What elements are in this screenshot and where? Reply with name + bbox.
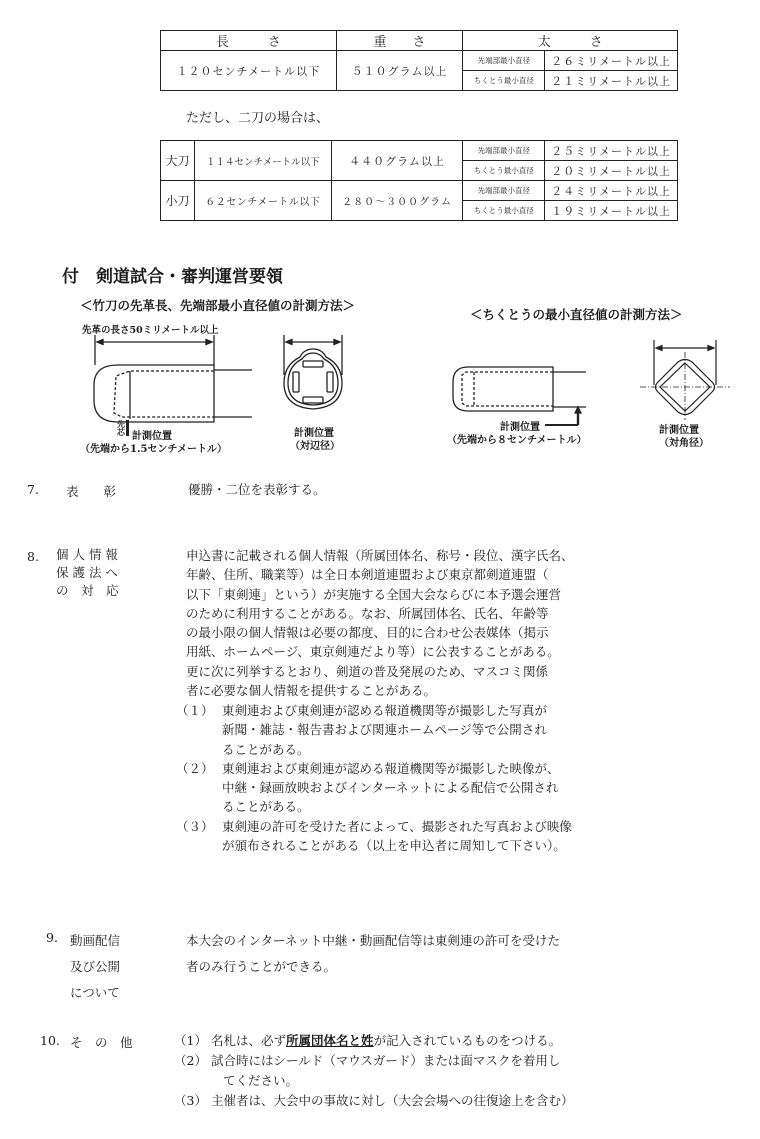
- text-run: 名札は、必ず: [211, 1033, 287, 1048]
- item-9-body: [186, 928, 560, 980]
- underlined-text: と: [348, 1033, 362, 1048]
- thickness-label: 先端部最小直径: [463, 141, 545, 161]
- thickness-value: ２４ミリメートル以上: [545, 181, 678, 201]
- subitem-line: 中継・録画放映およびインターネットによる配信で公開され: [222, 780, 559, 796]
- thickness-label: ちくとう最小直径: [463, 201, 545, 221]
- subitem: [174, 1051, 574, 1091]
- subitem: [174, 1031, 574, 1051]
- item-10-number: 10.: [40, 1033, 60, 1048]
- body-line: 者のみ行うことができる。: [186, 959, 337, 974]
- thickness-value: ２６ミリメートル以上: [545, 51, 678, 71]
- subitem-text: [222, 701, 547, 759]
- item-9-number: 9.: [46, 930, 58, 945]
- body-line: 年齢、住所、職業等）は全日本剣道連盟および東京都剣道連盟（: [186, 567, 549, 583]
- subitem-text: [222, 817, 572, 856]
- thickness-label: 先端部最小直径: [463, 181, 545, 201]
- weight-value: ２８０～３００グラム: [331, 181, 463, 221]
- subitem: [176, 759, 572, 817]
- body-line: 申込書に記載される個人情報（所属団体名、称号・段位、漢字氏名、: [186, 548, 574, 563]
- thickness-value: ２０ミリメートル以上: [545, 161, 678, 181]
- subitem: [176, 817, 572, 856]
- body-line: 以下「東剣連」という）が実施する全国大会ならびに本予選会運営: [186, 586, 562, 602]
- thickness-value: ２５ミリメートル以上: [545, 141, 678, 161]
- item-8-body: [186, 546, 574, 700]
- chikuto-diagram: [450, 355, 610, 425]
- subitem: [174, 1091, 574, 1111]
- item-8-subitems: [176, 701, 572, 855]
- thickness-value: １９ミリメートル以上: [545, 201, 678, 221]
- subitem-line: 試合時にはシールド（マウスガード）または面マスクを着用し: [211, 1053, 561, 1068]
- nito-note: ただし、二刀の場合は、: [186, 111, 330, 126]
- subitem-line: てください。: [223, 1073, 299, 1088]
- subitem-line: 東剣連および東剣連が認める報道機関等が撮影した写真が: [222, 703, 548, 718]
- subitem-text: [211, 1091, 574, 1111]
- sword-name: 小刀: [161, 181, 195, 221]
- subitem-text: [211, 1031, 561, 1051]
- subitem-line: ることがある。: [222, 799, 310, 815]
- measure-position-label: 計測位置: [132, 431, 172, 442]
- underlined-organization-name: 所属団体名: [286, 1033, 349, 1048]
- diagram-left-title: ＜竹刀の先革長、先端部最小直径値の計測方法＞: [80, 298, 356, 313]
- subitem-line: 新聞・雑誌・報告書および関連ホームページ等で公開され: [222, 722, 547, 738]
- shinai-spec-table: [160, 30, 678, 91]
- item-10-subitems: [174, 1031, 574, 1111]
- thickness-label: ちくとう最小直径: [463, 161, 545, 181]
- weight-value: ５１０グラム以上: [336, 51, 463, 91]
- measure-leader: [545, 424, 578, 426]
- measure-position-label: 計測位置: [500, 422, 540, 433]
- thickness-value: ２１ミリメートル以上: [545, 71, 678, 91]
- subitem: [176, 701, 572, 759]
- length-value: ６２センチメートル以下: [194, 181, 331, 221]
- thickness-label: ちくとう最小直径: [463, 71, 545, 91]
- body-line: 者に必要な個人情報を提供することがある。: [186, 683, 437, 699]
- item-7-body: 優勝・二位を表彰する。: [188, 482, 326, 497]
- sakishin-label: 先芯: [117, 419, 125, 437]
- body-line: の最小限の個人情報は必要の都度、目的に合わせ公表媒体（掲示: [186, 625, 549, 641]
- heading-line: 保 護 法 へ: [56, 565, 118, 580]
- heading-line: 動画配信: [70, 933, 121, 948]
- subitem-text: [222, 759, 560, 817]
- item-10-heading: そ の 他: [70, 1035, 133, 1050]
- subitem-line: が頒布されることがある（以上を申込者に周知して下さい）。: [222, 838, 566, 854]
- subitem-number: （1）: [174, 1033, 207, 1048]
- subitem-number: （３）: [176, 818, 214, 834]
- subitem-line: 主催者は、大会中の事故に対し（大会会場への往復途上を含む）: [211, 1093, 574, 1108]
- heading-line: の 対 応: [56, 583, 119, 598]
- measure-position-sub: （先端から1.5センチメートル）: [80, 444, 227, 455]
- subitem-number: （２）: [176, 760, 214, 776]
- appendix-title: 付 剣道試合・審判運営要領: [62, 267, 283, 287]
- subitem-text: [211, 1051, 560, 1091]
- weight-value: ４４０グラム以上: [331, 141, 463, 181]
- subitem-line: 東剣連および東剣連が認める報道機関等が撮影した映像が、: [222, 760, 560, 776]
- header-thickness: 太 さ: [463, 31, 678, 51]
- chikuto-cross-section-diagram: [640, 330, 730, 420]
- header-length: 長 さ: [161, 31, 337, 51]
- chikuto-outline: [453, 367, 553, 411]
- text-run: が記入されているものをつける。: [373, 1033, 562, 1048]
- heading-line: 個 人 情 報: [56, 547, 118, 562]
- section-position-label: 計測位置: [294, 428, 334, 439]
- subitem-number: （１）: [176, 703, 214, 718]
- measure-marker: [126, 420, 129, 436]
- item-7-heading: 表 彰: [66, 484, 117, 499]
- subitem-number: （3）: [174, 1093, 207, 1108]
- measure-position-sub: （先端から８センチメートル）: [447, 435, 587, 446]
- section-position-sub: （対辺径）: [290, 441, 340, 452]
- header-weight: 重 さ: [336, 31, 463, 51]
- sword-name: 大刀: [161, 141, 195, 181]
- subitem-line: ることがある。: [222, 741, 310, 757]
- item-8-heading: [56, 546, 119, 600]
- sakigawa-length-label: 先革の長さ50ミリメートル以上: [82, 325, 219, 336]
- body-line: 更に次に列挙するとおり、剣道の普及発展のため、マスコミ関係: [186, 663, 549, 679]
- subitem-number: （2）: [174, 1053, 207, 1068]
- item-9-heading: [70, 928, 120, 1006]
- subitem-line: 東剣連の許可を受けた者によって、撮影された写真および映像: [222, 818, 572, 834]
- thickness-label: 先端部最小直径: [463, 51, 545, 71]
- heading-line: について: [70, 985, 120, 1000]
- underlined-surname: 姓: [361, 1033, 374, 1048]
- body-line: 本大会のインターネット中継・動画配信等は東剣連の許可を受けた: [186, 933, 560, 948]
- section-position-label: 計測位置: [659, 425, 699, 436]
- diagram-right-title: ＜ちくとうの最小直径値の計測方法＞: [470, 307, 683, 322]
- body-line: 用紙、ホームページ、東京剣連だより等）に公表することがある。: [186, 644, 560, 660]
- length-value: １１４センチメートル以下: [194, 141, 331, 181]
- item-8-number: 8.: [27, 549, 39, 564]
- section-position-sub: （対角径）: [659, 438, 709, 449]
- heading-line: 及び公開: [70, 959, 121, 974]
- shinai-cross-section-diagram: [280, 335, 350, 415]
- sakigawa-outline: [94, 365, 214, 422]
- body-line: のために利用することがある。なお、所属団体名、氏名、年齢等: [186, 605, 549, 621]
- item-7-number: 7.: [27, 482, 39, 497]
- nito-spec-table: [160, 140, 678, 221]
- length-value: １２０センチメートル以下: [161, 51, 337, 91]
